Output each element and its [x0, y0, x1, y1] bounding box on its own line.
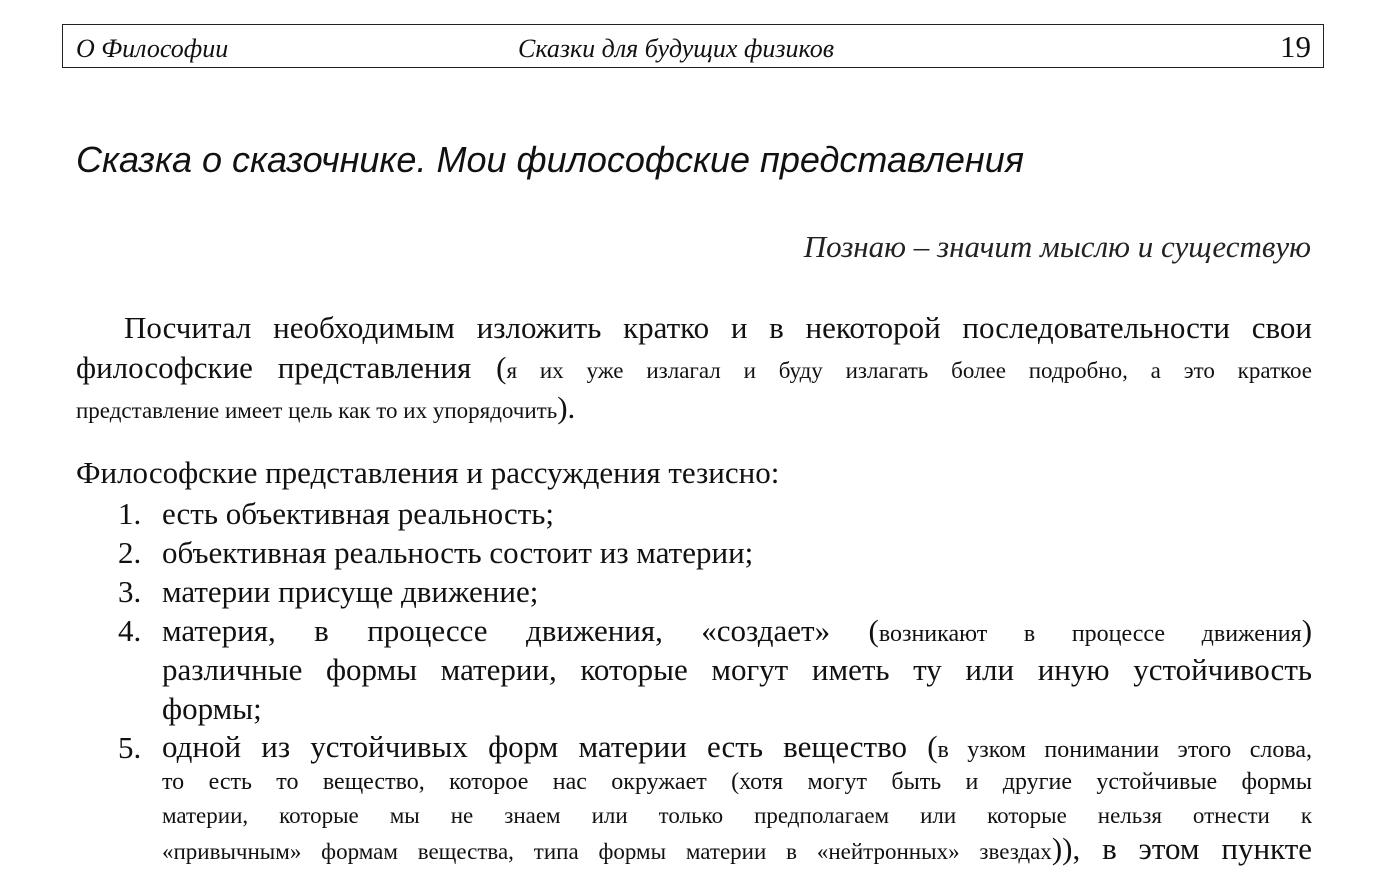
- intro-line-3-end: ).: [557, 390, 576, 425]
- theses-list: [76, 494, 1312, 865]
- list-item: [76, 728, 1312, 865]
- epigraph: Познаю – значит мыслю и существую: [803, 229, 1311, 264]
- intro-paragraph: [76, 308, 1312, 428]
- list-item-line: [162, 611, 1312, 650]
- intro-line-2: [76, 348, 1312, 388]
- list-item-number: 5.: [118, 730, 142, 765]
- intro-line-3: [76, 388, 1312, 428]
- list-item-text: есть объективная реальность;: [162, 496, 554, 531]
- item-4-line-1-end: ): [1301, 613, 1313, 648]
- intro-line-2-small: я их уже излагал и буду излагать более подробно, а это краткое: [506, 358, 1312, 383]
- item-4-line-1-start: материя, в процессе движения, «создает» (: [162, 613, 879, 648]
- header-section-name: О Философии: [76, 34, 229, 63]
- item-5-line-4-mid: )),: [1051, 831, 1103, 866]
- list-item-text: материи присуще движение;: [162, 574, 539, 609]
- header-book-title: Сказки для будущих физиков: [518, 34, 835, 63]
- list-item-number: 1.: [118, 496, 142, 531]
- item-4-line-1-small: возникают в процессе движения: [878, 621, 1302, 647]
- list-item-line: формы;: [162, 691, 262, 726]
- list-item-line: различные формы материи, которые могут иметь ту или иную устойчивость: [162, 652, 1312, 687]
- list-item-number: 4.: [118, 613, 142, 648]
- list-item-line: то есть то вещество, которое нас окружает (хотя могут быть и другие устойчивые формы: [162, 769, 1312, 795]
- list-item-line: [162, 832, 1312, 865]
- item-5-line-4-small: «привычным» формам вещества, типа формы материи в «нейтронных» звездах: [162, 839, 1052, 864]
- theses-heading: Философские представления и рассуждения тезисно:: [76, 455, 780, 490]
- list-item-text: объективная реальность состоит из материи;: [162, 535, 754, 570]
- list-item: [76, 533, 1312, 572]
- list-item-line: материи, которые мы не знаем или только предполагаем или которые нельзя отнести к: [162, 803, 1312, 828]
- intro-line-3-small: представление имеет цель как то их упорядочить: [76, 398, 558, 423]
- intro-line-1: Посчитал необходимым изложить кратко и в некоторой последовательности свои: [124, 310, 1312, 345]
- list-item: [76, 494, 1312, 533]
- page-number: 19: [1280, 29, 1311, 64]
- list-item-number: 3.: [118, 574, 142, 609]
- list-item-number: 2.: [118, 535, 142, 570]
- list-item-line: [162, 728, 1312, 766]
- list-item: [76, 611, 1312, 728]
- running-header: [62, 24, 1324, 68]
- item-5-line-4-end: в этом пункте: [1102, 831, 1313, 866]
- item-5-line-1-small: в узком понимании этого слова,: [937, 737, 1312, 763]
- item-5-line-1-start: одной из устойчивых форм материи есть вещество (: [162, 729, 938, 764]
- list-item: [76, 572, 1312, 611]
- chapter-title: Сказка о сказочнике. Мои философские представления: [76, 139, 1024, 180]
- intro-line-2-start: философские представления (: [76, 350, 507, 385]
